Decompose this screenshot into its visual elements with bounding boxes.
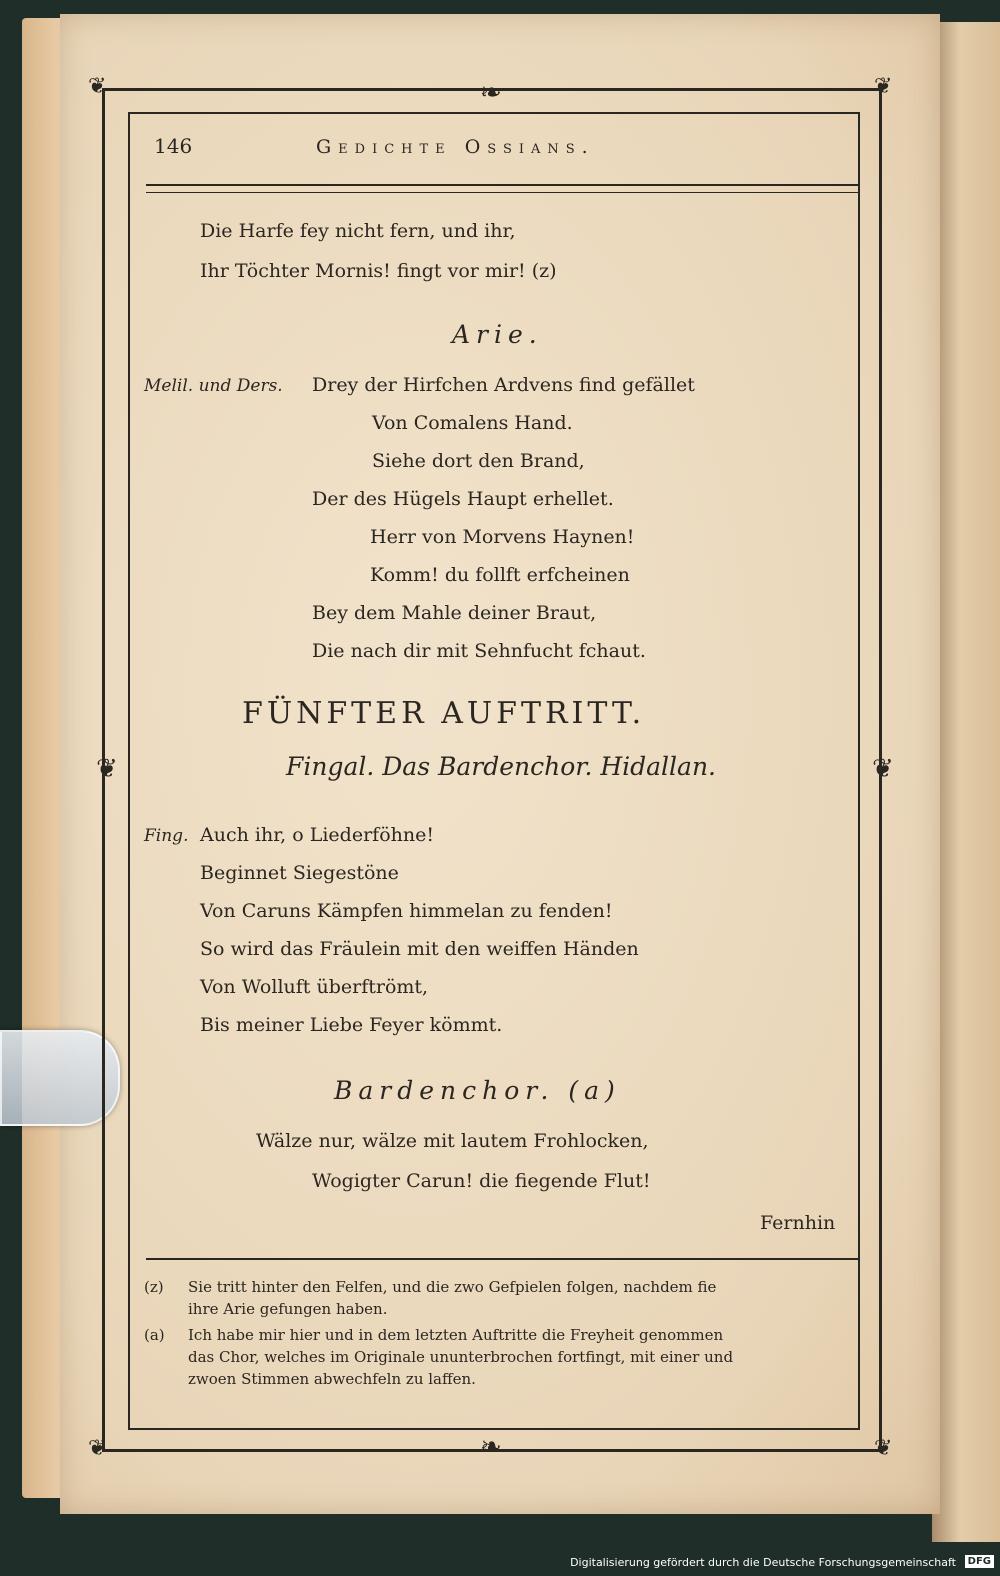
bardenchor-heading: Bardenchor. (a) xyxy=(334,1076,621,1105)
left-mid-ornament-icon: ❦ xyxy=(96,754,118,784)
header-rule xyxy=(146,184,860,193)
verse-line: Wälze nur, wälze mit lautem Frohlocken, xyxy=(256,1130,649,1152)
corner-ornament-icon: ❦ xyxy=(88,74,107,99)
footnote-mark: (z) xyxy=(144,1278,164,1296)
corner-ornament-icon: ❦ xyxy=(88,1436,107,1461)
verse-line: Beginnet Siegestöne xyxy=(200,862,399,884)
speaker-label: Fing. xyxy=(144,826,189,846)
footnote-line: zwoen Stimmen abwechfeln zu laffen. xyxy=(188,1370,476,1388)
verse-line: Ihr Töchter Mornis! fingt vor mir! (z) xyxy=(200,260,557,282)
footnote-line: Ich habe mir hier und in dem letzten Auftritte die Freyheit genommen xyxy=(188,1326,724,1344)
footnote-line: Sie tritt hinter den Felfen, und die zwo Gefpielen folgen, nachdem fie xyxy=(188,1278,717,1296)
verse-line: Von Caruns Kämpfen himmelan zu fenden! xyxy=(200,900,613,922)
top-center-ornament-icon: ❧ xyxy=(480,78,502,108)
scene-persons: Fingal. Das Bardenchor. Hidallan. xyxy=(286,752,716,781)
book-page-edge-right xyxy=(932,22,1000,1542)
footnote-line: das Chor, welches im Originale ununterbrochen fortfingt, mit einer und xyxy=(188,1348,734,1366)
right-mid-ornament-icon: ❦ xyxy=(872,754,894,784)
scene-title: FÜNFTER AUFTRITT. xyxy=(242,696,646,731)
corner-ornament-icon: ❦ xyxy=(874,74,893,99)
verse-line: Komm! du follft erfcheinen xyxy=(370,564,630,586)
verse-line: Von Wolluft überftrömt, xyxy=(200,976,429,998)
footnote-mark: (a) xyxy=(144,1326,165,1344)
verse-line: Die nach dir mit Sehnfucht fchaut. xyxy=(312,640,646,662)
digitization-credit: Digitalisierung gefördert durch die Deutsche Forschungsgemeinschaft xyxy=(570,1556,956,1569)
verse-line: Bey dem Mahle deiner Braut, xyxy=(312,602,597,624)
verse-line: Herr von Morvens Haynen! xyxy=(370,526,635,548)
corner-ornament-icon: ❦ xyxy=(874,1436,893,1461)
running-title: Gedichte Ossians. xyxy=(316,136,595,158)
verse-line: Die Harfe fey nicht fern, und ihr, xyxy=(200,220,516,242)
bottom-center-ornament-icon: ❧ xyxy=(480,1432,502,1462)
verse-line: Bis meiner Liebe Feyer kömmt. xyxy=(200,1014,503,1036)
footnote-rule xyxy=(146,1258,860,1260)
page-number: 146 xyxy=(154,134,193,158)
dfg-logo: DFG xyxy=(965,1555,994,1568)
footnote-line: ihre Arie gefungen haben. xyxy=(188,1300,388,1318)
verse-line: Siehe dort den Brand, xyxy=(372,450,585,472)
arie-heading: Arie. xyxy=(452,320,543,349)
verse-line: So wird das Fräulein mit den weiffen Händen xyxy=(200,938,639,960)
verse-line: Wogigter Carun! die fiegende Flut! xyxy=(312,1170,651,1192)
arie-speakers: Melil. und Ders. xyxy=(144,376,283,396)
verse-line: Der des Hügels Haupt erhellet. xyxy=(312,488,614,510)
verse-line: Drey der Hirfchen Ardvens find gefället xyxy=(312,374,695,396)
catchword: Fernhin xyxy=(760,1212,836,1234)
verse-line: Auch ihr, o Liederföhne! xyxy=(200,824,434,846)
verse-line: Von Comalens Hand. xyxy=(372,412,573,434)
